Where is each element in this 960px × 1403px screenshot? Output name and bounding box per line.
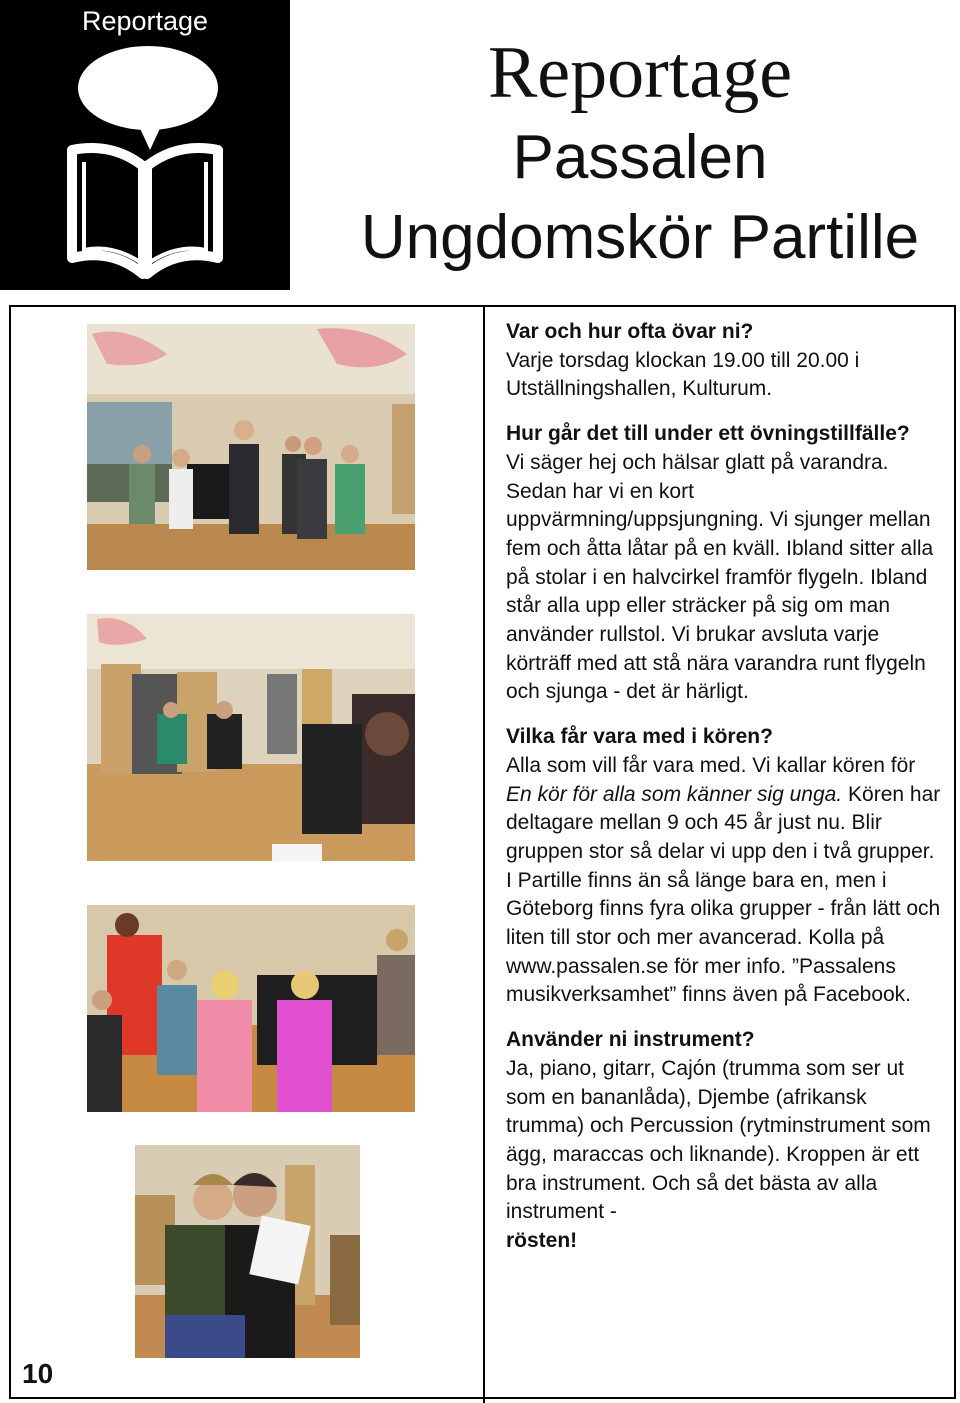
two-singers-photo: [135, 1145, 360, 1358]
answer-4: Ja, piano, gitarr, Cajón (trumma som ser ut som en bananlåda), Djembe (afrikansk trumma) och Percussion (rytminstrument som ägg, maraccas och liknande). Kroppen är ett bra instrument. Och så det bästa av alla instrument -: [506, 1056, 931, 1224]
choir-motto: En kör för alla som känner sig unga.: [506, 782, 843, 806]
choir-around-piano-photo: [87, 905, 415, 1112]
question-1: Var och hur ofta övar ni?: [506, 320, 754, 343]
choir-standing-photo: [87, 324, 415, 570]
answer-3-part1: Alla som vill får vara med. Vi kallar kören för: [506, 753, 916, 777]
answer-1: Varje torsdag klockan 19.00 till 20.00 i Utställningshallen, Kulturum.: [506, 348, 860, 401]
page-subtitle: Passalen: [512, 123, 768, 192]
question-2: Hur går det till under ett övningstillfälle?: [506, 422, 910, 446]
column-divider: [483, 305, 485, 1403]
choir-semicircle-photo: [87, 614, 415, 861]
answer-2: Vi säger hej och hälsar glatt på varandra. Sedan har vi en kort uppvärmning/uppsjungning. Vi sjunger mellan fem och åtta låtar på en kväll. Ibland sitter alla på stolar i en halvcirkel framför flygeln. Ibland står alla upp eller sträcker på sig om man använder rullstol. Vi brukar avsluta varje körträff med att stå nära varandra runt flygeln och sjunga - det är härligt.: [506, 450, 934, 704]
answer-4-bold: rösten!: [506, 1229, 578, 1253]
page-subtitle-2: Ungdomskör Partille: [360, 203, 920, 272]
article-text: [506, 318, 946, 1256]
page-title: Reportage: [487, 32, 793, 114]
question-4: Använder ni instrument?: [506, 1028, 755, 1052]
answer-3: [506, 752, 946, 1010]
page-number: 10: [22, 1358, 54, 1389]
speech-book-icon: [0, 0, 290, 290]
logo-label: Reportage: [81, 6, 209, 36]
question-3: Vilka får vara med i kören?: [506, 725, 773, 749]
reportage-logo: [0, 0, 290, 290]
answer-3-part2: Kören har deltagare mellan 9 och 45 år just nu. Blir gruppen stor så delar vi upp den i två grupper. I Partille finns än så länge bara en, men i Göteborg finns fyra olika grupper - från lätt och liten till stor och mer avancerad. Kolla på www.passalen.se för mer info. ”Passalens musikverksamhet” finns även på Facebook.: [506, 782, 941, 1007]
